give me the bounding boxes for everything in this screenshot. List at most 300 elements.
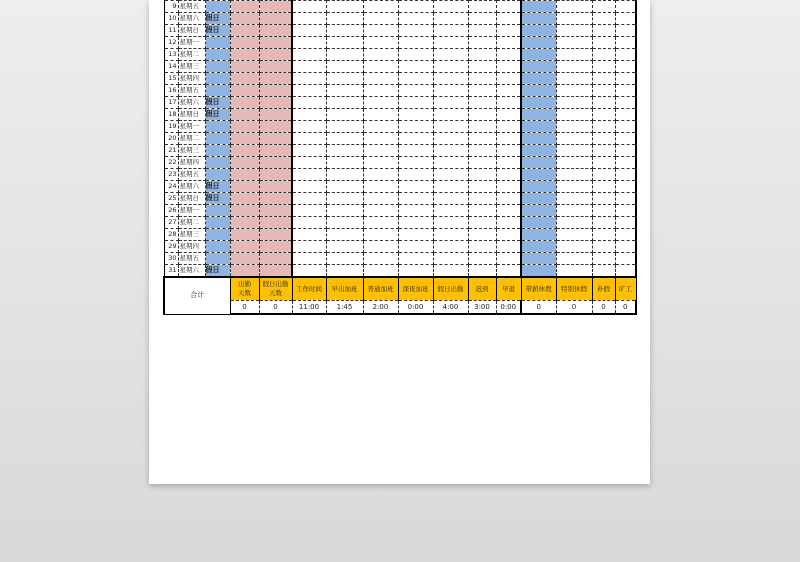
time-entry-cell[interactable]	[326, 73, 363, 85]
time-entry-cell[interactable]	[292, 229, 326, 241]
time-entry-cell[interactable]	[496, 25, 521, 37]
pink-input-cell[interactable]	[259, 145, 292, 157]
pink-input-cell[interactable]	[230, 253, 259, 265]
pink-input-cell[interactable]	[230, 217, 259, 229]
time-entry-cell[interactable]	[468, 61, 496, 73]
time-entry-cell[interactable]	[326, 85, 363, 97]
leave-entry-cell[interactable]	[592, 205, 615, 217]
time-entry-cell[interactable]	[496, 133, 521, 145]
leave-entry-cell[interactable]	[556, 145, 592, 157]
time-entry-cell[interactable]	[326, 253, 363, 265]
leave-entry-cell[interactable]	[615, 169, 636, 181]
time-entry-cell[interactable]	[398, 169, 433, 181]
time-entry-cell[interactable]	[433, 1, 468, 13]
time-entry-cell[interactable]	[398, 85, 433, 97]
time-entry-cell[interactable]	[496, 241, 521, 253]
time-entry-cell[interactable]	[496, 109, 521, 121]
pink-input-cell[interactable]	[259, 133, 292, 145]
leave-entry-cell[interactable]	[556, 229, 592, 241]
leave-entry-cell[interactable]	[615, 37, 636, 49]
leave-entry-cell[interactable]	[615, 85, 636, 97]
leave-entry-cell[interactable]	[556, 109, 592, 121]
leave-entry-cell[interactable]	[556, 193, 592, 205]
time-entry-cell[interactable]	[468, 121, 496, 133]
time-entry-cell[interactable]	[468, 169, 496, 181]
time-entry-cell[interactable]	[398, 193, 433, 205]
holiday-marker-cell[interactable]	[205, 253, 230, 265]
time-entry-cell[interactable]	[398, 61, 433, 73]
time-entry-cell[interactable]	[433, 121, 468, 133]
leave-entry-cell[interactable]	[615, 133, 636, 145]
pink-input-cell[interactable]	[259, 49, 292, 61]
leave-entry-cell[interactable]	[592, 253, 615, 265]
leave-entry-cell[interactable]	[615, 157, 636, 169]
time-entry-cell[interactable]	[398, 241, 433, 253]
time-entry-cell[interactable]	[398, 253, 433, 265]
leave-entry-cell[interactable]	[615, 61, 636, 73]
leave-entry-cell[interactable]	[556, 133, 592, 145]
blue-leave-cell[interactable]	[521, 253, 556, 265]
time-entry-cell[interactable]	[433, 217, 468, 229]
holiday-marker-cell[interactable]	[205, 157, 230, 169]
holiday-marker-cell[interactable]	[205, 73, 230, 85]
time-entry-cell[interactable]	[326, 49, 363, 61]
time-entry-cell[interactable]	[292, 61, 326, 73]
leave-entry-cell[interactable]	[592, 73, 615, 85]
time-entry-cell[interactable]	[433, 181, 468, 193]
blue-leave-cell[interactable]	[521, 217, 556, 229]
time-entry-cell[interactable]	[398, 49, 433, 61]
time-entry-cell[interactable]	[468, 85, 496, 97]
leave-entry-cell[interactable]	[615, 193, 636, 205]
time-entry-cell[interactable]	[326, 13, 363, 25]
leave-entry-cell[interactable]	[592, 1, 615, 13]
leave-entry-cell[interactable]	[615, 205, 636, 217]
time-entry-cell[interactable]	[292, 205, 326, 217]
time-entry-cell[interactable]	[326, 193, 363, 205]
time-entry-cell[interactable]	[496, 121, 521, 133]
leave-entry-cell[interactable]	[615, 73, 636, 85]
pink-input-cell[interactable]	[259, 73, 292, 85]
blue-leave-cell[interactable]	[521, 169, 556, 181]
time-entry-cell[interactable]	[468, 25, 496, 37]
time-entry-cell[interactable]	[433, 109, 468, 121]
time-entry-cell[interactable]	[292, 73, 326, 85]
time-entry-cell[interactable]	[326, 265, 363, 278]
blue-leave-cell[interactable]	[521, 13, 556, 25]
time-entry-cell[interactable]	[326, 37, 363, 49]
time-entry-cell[interactable]	[433, 37, 468, 49]
leave-entry-cell[interactable]	[592, 85, 615, 97]
time-entry-cell[interactable]	[496, 49, 521, 61]
pink-input-cell[interactable]	[230, 169, 259, 181]
blue-leave-cell[interactable]	[521, 133, 556, 145]
pink-input-cell[interactable]	[259, 229, 292, 241]
time-entry-cell[interactable]	[496, 253, 521, 265]
blue-leave-cell[interactable]	[521, 229, 556, 241]
pink-input-cell[interactable]	[230, 73, 259, 85]
time-entry-cell[interactable]	[468, 205, 496, 217]
time-entry-cell[interactable]	[398, 109, 433, 121]
time-entry-cell[interactable]	[433, 193, 468, 205]
leave-entry-cell[interactable]	[615, 25, 636, 37]
blue-leave-cell[interactable]	[521, 1, 556, 13]
leave-entry-cell[interactable]	[556, 217, 592, 229]
holiday-marker-cell[interactable]: 假日	[205, 109, 230, 121]
leave-entry-cell[interactable]	[615, 253, 636, 265]
time-entry-cell[interactable]	[363, 253, 398, 265]
time-entry-cell[interactable]	[433, 241, 468, 253]
time-entry-cell[interactable]	[398, 25, 433, 37]
leave-entry-cell[interactable]	[615, 49, 636, 61]
time-entry-cell[interactable]	[326, 121, 363, 133]
pink-input-cell[interactable]	[230, 97, 259, 109]
pink-input-cell[interactable]	[259, 97, 292, 109]
time-entry-cell[interactable]	[363, 157, 398, 169]
time-entry-cell[interactable]	[398, 217, 433, 229]
time-entry-cell[interactable]	[468, 157, 496, 169]
time-entry-cell[interactable]	[292, 133, 326, 145]
time-entry-cell[interactable]	[398, 229, 433, 241]
time-entry-cell[interactable]	[433, 145, 468, 157]
leave-entry-cell[interactable]	[615, 265, 636, 278]
time-entry-cell[interactable]	[292, 25, 326, 37]
leave-entry-cell[interactable]	[592, 97, 615, 109]
holiday-marker-cell[interactable]	[205, 205, 230, 217]
leave-entry-cell[interactable]	[556, 265, 592, 278]
blue-leave-cell[interactable]	[521, 121, 556, 133]
pink-input-cell[interactable]	[259, 109, 292, 121]
time-entry-cell[interactable]	[496, 61, 521, 73]
time-entry-cell[interactable]	[326, 217, 363, 229]
pink-input-cell[interactable]	[230, 13, 259, 25]
time-entry-cell[interactable]	[398, 1, 433, 13]
blue-leave-cell[interactable]	[521, 49, 556, 61]
leave-entry-cell[interactable]	[556, 37, 592, 49]
holiday-marker-cell[interactable]	[205, 121, 230, 133]
pink-input-cell[interactable]	[230, 157, 259, 169]
time-entry-cell[interactable]	[496, 37, 521, 49]
leave-entry-cell[interactable]	[592, 169, 615, 181]
time-entry-cell[interactable]	[363, 25, 398, 37]
time-entry-cell[interactable]	[398, 133, 433, 145]
leave-entry-cell[interactable]	[556, 13, 592, 25]
blue-leave-cell[interactable]	[521, 61, 556, 73]
time-entry-cell[interactable]	[326, 181, 363, 193]
leave-entry-cell[interactable]	[615, 121, 636, 133]
time-entry-cell[interactable]	[468, 241, 496, 253]
time-entry-cell[interactable]	[292, 1, 326, 13]
holiday-marker-cell[interactable]: 假日	[205, 97, 230, 109]
time-entry-cell[interactable]	[292, 13, 326, 25]
time-entry-cell[interactable]	[398, 181, 433, 193]
leave-entry-cell[interactable]	[592, 13, 615, 25]
leave-entry-cell[interactable]	[615, 229, 636, 241]
pink-input-cell[interactable]	[259, 25, 292, 37]
time-entry-cell[interactable]	[292, 253, 326, 265]
blue-leave-cell[interactable]	[521, 109, 556, 121]
leave-entry-cell[interactable]	[592, 181, 615, 193]
time-entry-cell[interactable]	[468, 145, 496, 157]
pink-input-cell[interactable]	[259, 1, 292, 13]
time-entry-cell[interactable]	[326, 97, 363, 109]
time-entry-cell[interactable]	[496, 157, 521, 169]
time-entry-cell[interactable]	[468, 49, 496, 61]
holiday-marker-cell[interactable]	[205, 169, 230, 181]
leave-entry-cell[interactable]	[556, 73, 592, 85]
time-entry-cell[interactable]	[496, 181, 521, 193]
holiday-marker-cell[interactable]	[205, 241, 230, 253]
leave-entry-cell[interactable]	[556, 241, 592, 253]
pink-input-cell[interactable]	[230, 61, 259, 73]
leave-entry-cell[interactable]	[615, 145, 636, 157]
pink-input-cell[interactable]	[259, 61, 292, 73]
time-entry-cell[interactable]	[363, 97, 398, 109]
leave-entry-cell[interactable]	[592, 133, 615, 145]
time-entry-cell[interactable]	[292, 109, 326, 121]
holiday-marker-cell[interactable]	[205, 217, 230, 229]
leave-entry-cell[interactable]	[592, 37, 615, 49]
time-entry-cell[interactable]	[363, 181, 398, 193]
pink-input-cell[interactable]	[259, 193, 292, 205]
leave-entry-cell[interactable]	[556, 61, 592, 73]
holiday-marker-cell[interactable]	[205, 49, 230, 61]
time-entry-cell[interactable]	[496, 145, 521, 157]
time-entry-cell[interactable]	[398, 145, 433, 157]
time-entry-cell[interactable]	[496, 85, 521, 97]
time-entry-cell[interactable]	[398, 73, 433, 85]
time-entry-cell[interactable]	[292, 193, 326, 205]
leave-entry-cell[interactable]	[556, 253, 592, 265]
time-entry-cell[interactable]	[326, 241, 363, 253]
time-entry-cell[interactable]	[292, 265, 326, 278]
time-entry-cell[interactable]	[363, 1, 398, 13]
holiday-marker-cell[interactable]	[205, 1, 230, 13]
time-entry-cell[interactable]	[433, 97, 468, 109]
time-entry-cell[interactable]	[292, 145, 326, 157]
time-entry-cell[interactable]	[363, 13, 398, 25]
time-entry-cell[interactable]	[468, 253, 496, 265]
leave-entry-cell[interactable]	[556, 121, 592, 133]
time-entry-cell[interactable]	[433, 85, 468, 97]
time-entry-cell[interactable]	[433, 49, 468, 61]
time-entry-cell[interactable]	[398, 97, 433, 109]
time-entry-cell[interactable]	[496, 205, 521, 217]
pink-input-cell[interactable]	[230, 85, 259, 97]
time-entry-cell[interactable]	[433, 169, 468, 181]
leave-entry-cell[interactable]	[615, 1, 636, 13]
time-entry-cell[interactable]	[363, 265, 398, 278]
pink-input-cell[interactable]	[230, 193, 259, 205]
leave-entry-cell[interactable]	[592, 193, 615, 205]
pink-input-cell[interactable]	[259, 265, 292, 278]
time-entry-cell[interactable]	[433, 253, 468, 265]
time-entry-cell[interactable]	[363, 85, 398, 97]
leave-entry-cell[interactable]	[592, 241, 615, 253]
time-entry-cell[interactable]	[363, 121, 398, 133]
pink-input-cell[interactable]	[230, 265, 259, 278]
blue-leave-cell[interactable]	[521, 193, 556, 205]
pink-input-cell[interactable]	[259, 169, 292, 181]
leave-entry-cell[interactable]	[556, 205, 592, 217]
holiday-marker-cell[interactable]	[205, 229, 230, 241]
pink-input-cell[interactable]	[230, 181, 259, 193]
pink-input-cell[interactable]	[230, 121, 259, 133]
time-entry-cell[interactable]	[398, 37, 433, 49]
time-entry-cell[interactable]	[433, 157, 468, 169]
pink-input-cell[interactable]	[259, 37, 292, 49]
leave-entry-cell[interactable]	[615, 109, 636, 121]
time-entry-cell[interactable]	[468, 73, 496, 85]
pink-input-cell[interactable]	[230, 49, 259, 61]
leave-entry-cell[interactable]	[592, 49, 615, 61]
leave-entry-cell[interactable]	[592, 61, 615, 73]
holiday-marker-cell[interactable]	[205, 133, 230, 145]
time-entry-cell[interactable]	[363, 169, 398, 181]
time-entry-cell[interactable]	[468, 217, 496, 229]
leave-entry-cell[interactable]	[615, 217, 636, 229]
time-entry-cell[interactable]	[496, 193, 521, 205]
time-entry-cell[interactable]	[468, 37, 496, 49]
pink-input-cell[interactable]	[259, 121, 292, 133]
blue-leave-cell[interactable]	[521, 73, 556, 85]
leave-entry-cell[interactable]	[592, 229, 615, 241]
pink-input-cell[interactable]	[230, 145, 259, 157]
time-entry-cell[interactable]	[496, 217, 521, 229]
time-entry-cell[interactable]	[398, 121, 433, 133]
time-entry-cell[interactable]	[496, 73, 521, 85]
pink-input-cell[interactable]	[230, 133, 259, 145]
time-entry-cell[interactable]	[292, 37, 326, 49]
leave-entry-cell[interactable]	[592, 109, 615, 121]
time-entry-cell[interactable]	[292, 217, 326, 229]
time-entry-cell[interactable]	[433, 73, 468, 85]
time-entry-cell[interactable]	[363, 193, 398, 205]
blue-leave-cell[interactable]	[521, 157, 556, 169]
time-entry-cell[interactable]	[363, 61, 398, 73]
time-entry-cell[interactable]	[433, 13, 468, 25]
time-entry-cell[interactable]	[433, 133, 468, 145]
holiday-marker-cell[interactable]	[205, 37, 230, 49]
blue-leave-cell[interactable]	[521, 265, 556, 278]
time-entry-cell[interactable]	[326, 25, 363, 37]
holiday-marker-cell[interactable]: 假日	[205, 193, 230, 205]
time-entry-cell[interactable]	[326, 157, 363, 169]
time-entry-cell[interactable]	[363, 73, 398, 85]
holiday-marker-cell[interactable]	[205, 145, 230, 157]
pink-input-cell[interactable]	[230, 25, 259, 37]
time-entry-cell[interactable]	[468, 265, 496, 278]
time-entry-cell[interactable]	[292, 169, 326, 181]
leave-entry-cell[interactable]	[592, 265, 615, 278]
pink-input-cell[interactable]	[259, 217, 292, 229]
holiday-marker-cell[interactable]: 假日	[205, 181, 230, 193]
blue-leave-cell[interactable]	[521, 25, 556, 37]
time-entry-cell[interactable]	[363, 205, 398, 217]
blue-leave-cell[interactable]	[521, 205, 556, 217]
time-entry-cell[interactable]	[363, 133, 398, 145]
pink-input-cell[interactable]	[230, 37, 259, 49]
leave-entry-cell[interactable]	[615, 97, 636, 109]
blue-leave-cell[interactable]	[521, 97, 556, 109]
time-entry-cell[interactable]	[496, 97, 521, 109]
time-entry-cell[interactable]	[292, 85, 326, 97]
pink-input-cell[interactable]	[259, 181, 292, 193]
pink-input-cell[interactable]	[259, 241, 292, 253]
time-entry-cell[interactable]	[496, 265, 521, 278]
time-entry-cell[interactable]	[468, 181, 496, 193]
time-entry-cell[interactable]	[433, 61, 468, 73]
leave-entry-cell[interactable]	[592, 121, 615, 133]
leave-entry-cell[interactable]	[556, 181, 592, 193]
time-entry-cell[interactable]	[398, 13, 433, 25]
time-entry-cell[interactable]	[398, 205, 433, 217]
time-entry-cell[interactable]	[468, 229, 496, 241]
pink-input-cell[interactable]	[230, 109, 259, 121]
time-entry-cell[interactable]	[326, 205, 363, 217]
pink-input-cell[interactable]	[259, 13, 292, 25]
blue-leave-cell[interactable]	[521, 241, 556, 253]
holiday-marker-cell[interactable]: 假日	[205, 265, 230, 278]
pink-input-cell[interactable]	[230, 241, 259, 253]
pink-input-cell[interactable]	[259, 157, 292, 169]
holiday-marker-cell[interactable]	[205, 61, 230, 73]
time-entry-cell[interactable]	[496, 169, 521, 181]
time-entry-cell[interactable]	[326, 145, 363, 157]
time-entry-cell[interactable]	[326, 109, 363, 121]
time-entry-cell[interactable]	[292, 121, 326, 133]
leave-entry-cell[interactable]	[556, 157, 592, 169]
blue-leave-cell[interactable]	[521, 85, 556, 97]
leave-entry-cell[interactable]	[556, 169, 592, 181]
time-entry-cell[interactable]	[468, 109, 496, 121]
blue-leave-cell[interactable]	[521, 37, 556, 49]
time-entry-cell[interactable]	[326, 133, 363, 145]
pink-input-cell[interactable]	[259, 85, 292, 97]
leave-entry-cell[interactable]	[556, 25, 592, 37]
time-entry-cell[interactable]	[292, 97, 326, 109]
time-entry-cell[interactable]	[363, 241, 398, 253]
time-entry-cell[interactable]	[468, 13, 496, 25]
time-entry-cell[interactable]	[326, 169, 363, 181]
time-entry-cell[interactable]	[363, 37, 398, 49]
time-entry-cell[interactable]	[363, 109, 398, 121]
time-entry-cell[interactable]	[363, 145, 398, 157]
time-entry-cell[interactable]	[363, 49, 398, 61]
blue-leave-cell[interactable]	[521, 145, 556, 157]
time-entry-cell[interactable]	[433, 205, 468, 217]
time-entry-cell[interactable]	[433, 229, 468, 241]
leave-entry-cell[interactable]	[556, 97, 592, 109]
time-entry-cell[interactable]	[363, 229, 398, 241]
leave-entry-cell[interactable]	[556, 1, 592, 13]
time-entry-cell[interactable]	[433, 265, 468, 278]
leave-entry-cell[interactable]	[615, 13, 636, 25]
time-entry-cell[interactable]	[326, 229, 363, 241]
holiday-marker-cell[interactable]: 假日	[205, 25, 230, 37]
time-entry-cell[interactable]	[398, 157, 433, 169]
pink-input-cell[interactable]	[230, 229, 259, 241]
time-entry-cell[interactable]	[292, 49, 326, 61]
time-entry-cell[interactable]	[496, 13, 521, 25]
leave-entry-cell[interactable]	[615, 181, 636, 193]
leave-entry-cell[interactable]	[592, 217, 615, 229]
time-entry-cell[interactable]	[292, 181, 326, 193]
time-entry-cell[interactable]	[468, 97, 496, 109]
time-entry-cell[interactable]	[433, 25, 468, 37]
blue-leave-cell[interactable]	[521, 181, 556, 193]
pink-input-cell[interactable]	[230, 205, 259, 217]
